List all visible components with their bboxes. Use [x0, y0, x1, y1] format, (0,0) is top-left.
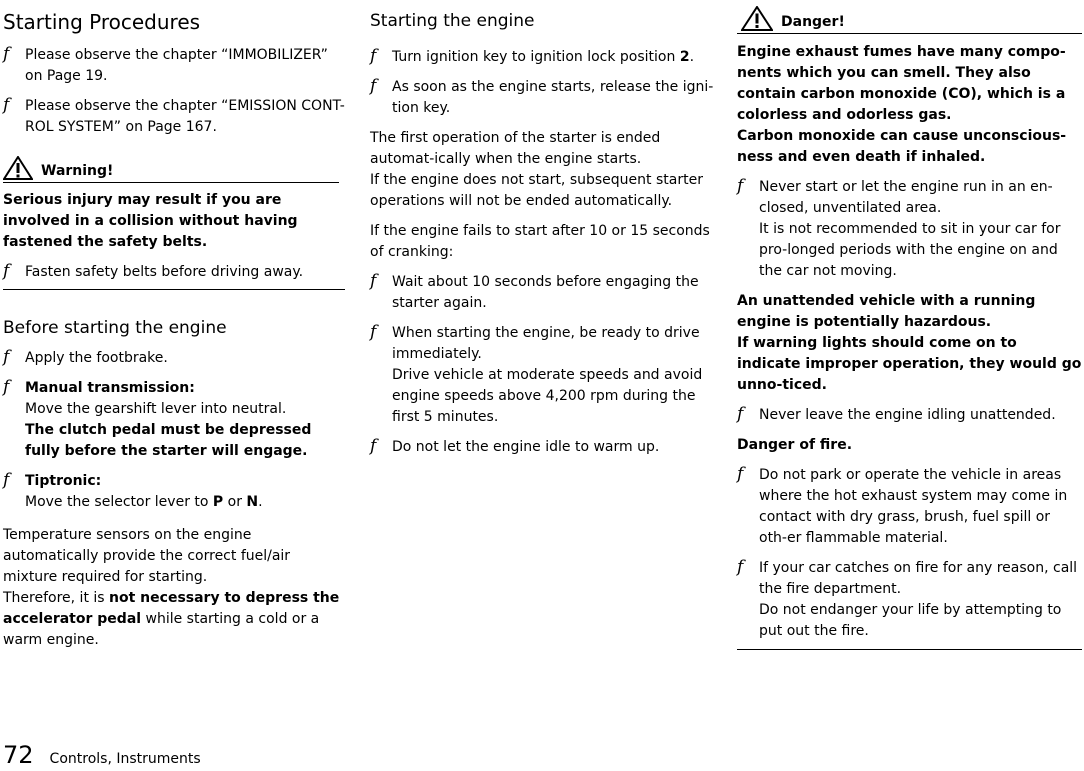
divider	[737, 649, 1082, 650]
bullet-text: Do not let the engine idle to warm up.	[392, 439, 660, 455]
bullet-marker: f	[370, 436, 377, 456]
list-item: f When starting the engine, be ready to drive immediately. Drive vehicle at moderate speeds and avoid engine speeds above 4,200 rpm during the first 5 minutes.	[370, 322, 703, 425]
bullet-marker: f	[3, 470, 10, 490]
list-item	[370, 47, 715, 68]
bullet-marker: f	[3, 347, 10, 367]
hazard-note: An unattended vehicle with a running engine is potentially hazardous. If warning lights should come on to indicate improper operation, they would go unno-ticed.	[737, 293, 1082, 393]
danger-header	[737, 6, 1082, 34]
bullet-text: Fasten safety belts before driving away.	[25, 264, 304, 280]
divider	[3, 289, 345, 290]
bullet-marker: f	[3, 261, 10, 281]
column-middle	[370, 0, 715, 467]
danger-text: Engine exhaust fumes have many compo-nents which you can smell. They also contain carbon monoxide (CO), which is a colorless and odorless gas. Carbon monoxide can cause unconscious-ness and even death if inhaled.	[737, 44, 1067, 165]
section-title: Starting the engine	[370, 11, 535, 31]
list-item	[737, 405, 1082, 426]
manual-note: The clutch pedal must be depressed fully before the starter will engage.	[25, 422, 312, 459]
bullet-marker: f	[370, 271, 377, 291]
bullet-text: Please observe the chapter “IMMOBILIZER” on Page 19.	[25, 47, 328, 84]
list-item	[370, 77, 715, 119]
bullet-marker: f	[370, 46, 377, 66]
page-title: Starting Procedures	[3, 10, 201, 34]
list-item	[3, 262, 339, 283]
footer-section: Controls, Instruments	[49, 751, 201, 767]
bullet-text: Never leave the engine idling unattended.	[759, 407, 1056, 423]
warning-label: Warning!	[41, 163, 114, 179]
paragraph: Temperature sensors on the engine automatically provide the correct fuel/air mixture required for starting. Therefore, it is not necessary to depress the accelerator pedal while starting a cold or a warm engine.	[3, 527, 340, 648]
warning-box	[3, 156, 339, 283]
warning-text: Serious injury may result if you are involved in a collision without having fastened the safety belts.	[3, 192, 298, 250]
list-item	[3, 96, 345, 138]
tiptronic-heading: Tiptronic:	[25, 473, 102, 489]
warning-triangle-icon	[741, 6, 773, 31]
bullet-marker: f	[737, 557, 744, 577]
bullet-text: Turn ignition key to ignition lock position 2.	[392, 49, 695, 65]
list-item	[3, 45, 345, 87]
bullet-marker: f	[737, 176, 744, 196]
page-number: 72	[3, 741, 34, 769]
list-item: f If your car catches on fire for any reason, call the fire department. Do not endanger your life by attempting to put out the fire.	[737, 557, 1078, 639]
paragraph: The first operation of the starter is ended automat-ically when the engine starts. If the engine does not start, subsequent starter operations will not be ended automatically.	[370, 130, 703, 209]
list-item: f Never start or let the engine run in an en-closed, unventilated area. It is not recommended to sit in your car for pro-longed periods with the engine on and the car not moving.	[737, 176, 1061, 279]
bullet-text: Do not park or operate the vehicle in areas where the hot exhaust system may come in contact with dry grass, brush, fuel spill or oth-er flammable material.	[759, 467, 1068, 546]
bullet-marker: f	[370, 76, 377, 96]
bullet-text: Wait about 10 seconds before engaging the starter again.	[392, 274, 699, 311]
danger-label: Danger!	[781, 14, 845, 30]
bullet-marker: f	[3, 377, 10, 397]
bullet-marker: f	[370, 322, 377, 342]
list-item	[3, 471, 345, 513]
column-right	[737, 0, 1082, 650]
section-title: Before starting the engine	[3, 318, 227, 338]
list-item	[737, 465, 1082, 549]
manual-heading: Manual transmission:	[25, 380, 195, 396]
warning-header	[3, 156, 339, 183]
list-item	[370, 272, 715, 314]
page-footer	[3, 740, 201, 770]
list-item	[3, 378, 345, 462]
paragraph: If the engine fails to start after 10 or 15 seconds of cranking:	[370, 223, 710, 260]
bullet-text: Apply the footbrake.	[25, 350, 168, 366]
bullet-text: Please observe the chapter “EMISSION CONT-ROL SYSTEM” on Page 167.	[25, 98, 345, 135]
fire-heading: Danger of fire.	[737, 437, 853, 453]
bullet-marker: f	[3, 95, 10, 115]
list-item	[370, 437, 715, 458]
manual-line: Move the gearshift lever into neutral.	[25, 401, 287, 417]
tiptronic-line: Move the selector lever to P or N.	[25, 494, 263, 510]
list-item	[3, 348, 345, 369]
bullet-marker: f	[3, 44, 10, 64]
bullet-marker: f	[737, 464, 744, 484]
warning-triangle-icon	[3, 156, 33, 180]
column-left	[3, 0, 345, 660]
bullet-text: As soon as the engine starts, release the igni-tion key.	[392, 79, 714, 116]
bullet-marker: f	[737, 404, 744, 424]
